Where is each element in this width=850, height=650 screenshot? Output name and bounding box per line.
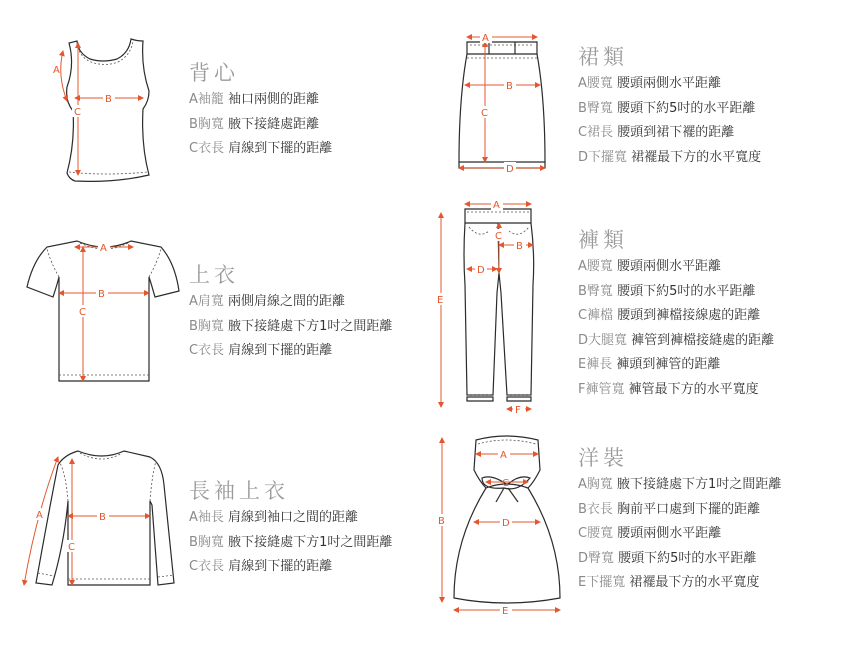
vest-row: A袖籠 袖口兩側的距離 (189, 92, 320, 107)
longsleeve-block (189, 478, 392, 580)
vest-label-c: C (74, 107, 81, 118)
pants-row: F褲管寬 褲管最下方的水平寬度 (578, 381, 759, 397)
skirt-label-b: B (506, 81, 513, 92)
vest-block (189, 60, 332, 162)
pants-row: A腰寬 腰頭兩側水平距離 (578, 259, 722, 274)
vest-label-b: B (105, 94, 112, 105)
skirt-label-a: A (482, 33, 489, 44)
longsleeve-row: A袖長 肩線到袖口之間的距離 (189, 510, 359, 525)
longsleeve-row: B胸寬 腋下接縫處下方1吋之間距離 (189, 534, 393, 550)
dress-label-c: C (502, 478, 509, 489)
longsleeve-label-b: B (99, 512, 106, 523)
vest-row: C衣長 肩線到下擺的距離 (189, 141, 333, 156)
tshirt-label-b: B (98, 289, 105, 300)
skirt-row: C裙長 腰頭到裙下襬的距離 (578, 125, 735, 140)
dress-label-a: A (500, 450, 507, 461)
longsleeve-row: C衣長 肩線到下擺的距離 (189, 559, 333, 574)
pants-title: 褲類 (578, 228, 628, 252)
dress-row: C腰寬 腰頭兩側水平距離 (578, 526, 722, 541)
tshirt-row: A肩寬 兩側肩線之間的距離 (189, 294, 346, 309)
tshirt-label-a: A (100, 243, 107, 254)
longsleeve-label-a: A (36, 510, 43, 521)
pants-row: E褲長 褲頭到褲管的距離 (578, 357, 721, 372)
dress-label-e: E (502, 606, 509, 617)
tshirt-row: B胸寬 腋下接縫處下方1吋之間距離 (189, 318, 393, 334)
tshirt-row: C衣長 肩線到下擺的距離 (189, 343, 333, 358)
skirt-label-d: D (506, 164, 514, 175)
vest-illustration (45, 35, 160, 185)
pants-label-c: C (495, 231, 502, 242)
skirt-illustration (455, 28, 555, 178)
longsleeve-title: 長袖上衣 (189, 479, 289, 503)
dress-label-b: B (438, 516, 445, 527)
dress-row: A胸寬 腋下接縫處下方1吋之間距離 (578, 477, 782, 492)
pants-label-b: B (516, 241, 523, 252)
pants-block (578, 227, 774, 402)
skirt-row: A腰寬 腰頭兩側水平距離 (578, 76, 722, 91)
pants-row: D大腿寬 褲管到褲檔接縫處的距離 (578, 332, 775, 348)
vest-label-a: A (53, 65, 60, 76)
tshirt-block (189, 262, 392, 364)
dress-title: 洋裝 (578, 446, 628, 470)
skirt-block (578, 44, 761, 170)
pants-label-e: E (437, 295, 444, 306)
dress-label-d: D (502, 518, 510, 529)
dress-row: E下擺寬 裙襬最下方的水平寬度 (578, 575, 760, 590)
tshirt-title: 上衣 (189, 263, 239, 287)
pants-label-f: F (515, 405, 521, 416)
dress-illustration (430, 430, 565, 620)
longsleeve-illustration (20, 445, 180, 595)
pants-label-a: A (493, 200, 500, 211)
pants-row: B臀寬 腰頭下約5吋的水平距離 (578, 283, 756, 299)
tshirt-illustration (25, 235, 185, 385)
skirt-row: B臀寬 腰頭下約5吋的水平距離 (578, 100, 756, 116)
vest-row: B胸寬 腋下接縫處距離 (189, 116, 320, 132)
tshirt-label-c: C (79, 307, 86, 318)
longsleeve-label-c: C (68, 542, 75, 553)
dress-row: B衣長 胸前平口處到下擺的距離 (578, 501, 761, 517)
skirt-label-c: C (481, 108, 488, 119)
skirt-title: 裙類 (578, 45, 628, 69)
pants-label-d: D (477, 265, 485, 276)
vest-title: 背心 (189, 61, 239, 85)
pants-illustration (435, 195, 550, 420)
dress-block (578, 445, 781, 596)
pants-row: C褲檔 腰頭到褲檔接線處的距離 (578, 308, 761, 323)
skirt-row: D下擺寬 裙襬最下方的水平寬度 (578, 149, 762, 165)
dress-row: D臀寬 腰頭下約5吋的水平距離 (578, 550, 757, 566)
